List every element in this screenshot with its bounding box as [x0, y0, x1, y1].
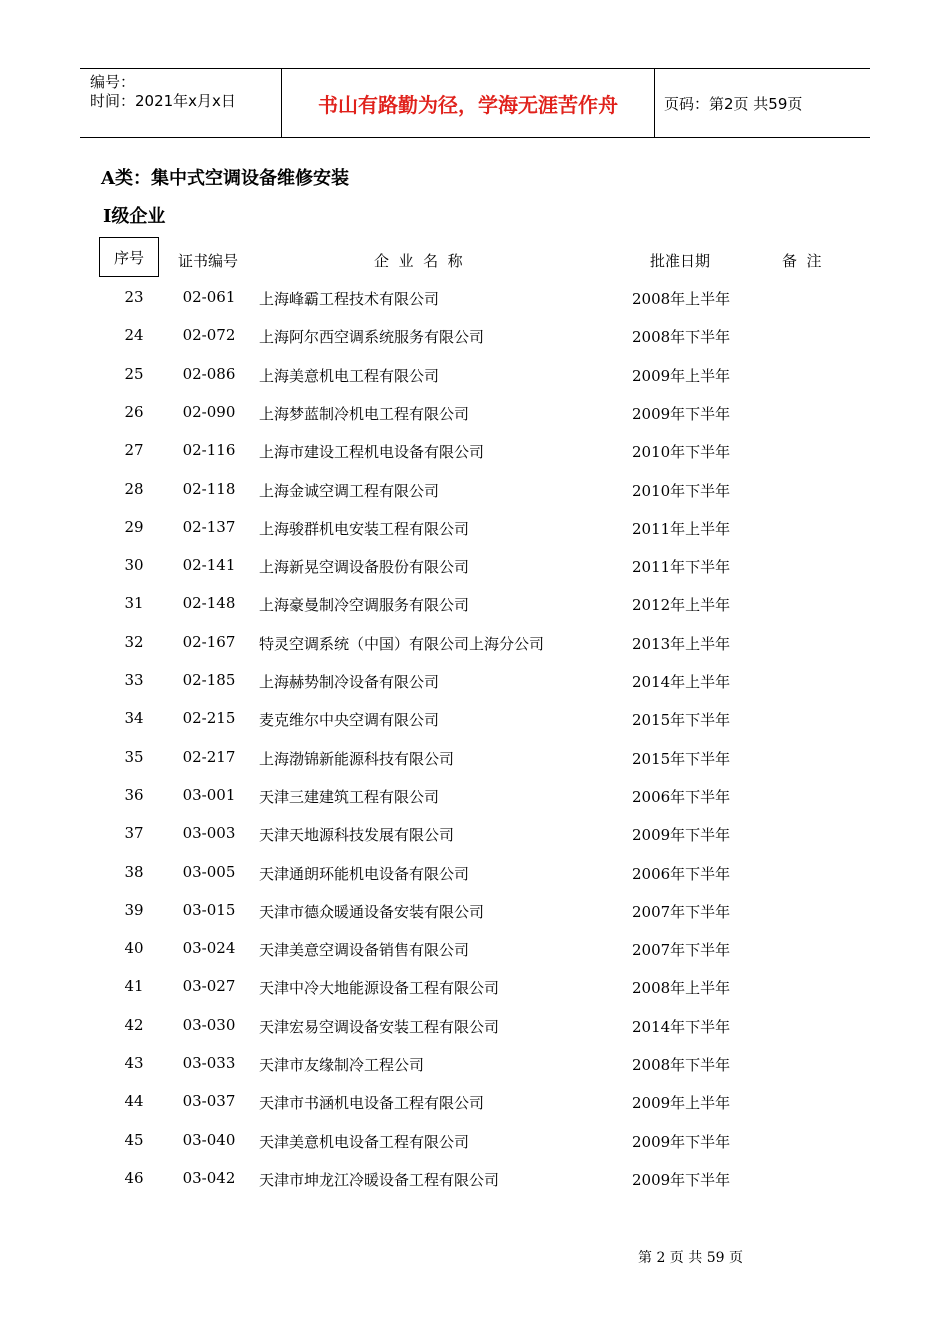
row-cert-code: 03-042	[182, 1168, 236, 1187]
row-cert-code: 03-024	[182, 939, 236, 958]
row-number: 34	[124, 709, 144, 728]
table-row	[0, 705, 950, 735]
row-number: 37	[124, 824, 144, 843]
row-approval-date: 2007年下半年	[632, 941, 731, 960]
row-cert-code: 02-116	[182, 441, 236, 460]
row-cert-code: 02-086	[182, 364, 236, 383]
row-approval-date: 2009年下半年	[632, 1132, 731, 1151]
header-slogan: 书山有路勤为径，学海无涯苦作舟	[281, 69, 655, 137]
row-approval-date: 2014年上半年	[632, 673, 731, 691]
row-number: 31	[124, 594, 144, 613]
row-cert-code: 03-037	[182, 1092, 236, 1111]
table-row	[0, 1012, 950, 1042]
row-number: 28	[124, 479, 144, 498]
row-company-name: 天津市友缘制冷工程公司	[259, 1056, 425, 1074]
row-approval-date: 2010年下半年	[632, 443, 731, 462]
table-row	[0, 284, 950, 314]
row-number: 32	[124, 632, 144, 651]
row-cert-code: 02-185	[182, 671, 236, 689]
row-approval-date: 2011年下半年	[632, 558, 731, 577]
table-row	[0, 322, 950, 352]
row-company-name: 特灵空调系统（中国）有限公司上海分公司	[259, 634, 545, 653]
row-approval-date: 2009年上半年	[632, 366, 731, 385]
row-company-name: 上海骏群机电安装工程有限公司	[259, 519, 470, 538]
row-company-name: 天津市德众暖通设备安装有限公司	[259, 902, 485, 921]
page-footer: 第 2 页 共 59 页	[638, 1250, 743, 1266]
row-company-name: 天津通朗环能机电设备有限公司	[259, 864, 470, 883]
table-row	[0, 744, 950, 774]
table-row	[0, 1088, 950, 1118]
row-number: 23	[124, 288, 144, 306]
row-cert-code: 02-118	[182, 479, 236, 498]
row-approval-date: 2009年下半年	[632, 826, 731, 845]
row-approval-date: 2006年下半年	[632, 864, 731, 883]
row-approval-date: 2010年下半年	[632, 481, 731, 500]
row-cert-code: 03-030	[182, 1015, 236, 1034]
row-approval-date: 2008年下半年	[632, 328, 731, 347]
row-number: 26	[124, 402, 144, 421]
section-title: A类：集中式空调设备维修安装	[101, 168, 349, 189]
row-cert-code: 02-061	[182, 288, 236, 306]
number-label: 编号：	[90, 73, 136, 91]
table-row	[0, 476, 950, 506]
header-meta	[80, 69, 281, 137]
row-approval-date: 2009年下半年	[632, 404, 731, 423]
row-cert-code: 03-015	[182, 900, 236, 919]
row-company-name: 天津中冷大地能源设备工程有限公司	[259, 979, 500, 998]
row-number: 39	[124, 900, 144, 919]
row-cert-code: 03-033	[182, 1054, 236, 1072]
row-number: 29	[124, 517, 144, 536]
page-header	[80, 68, 870, 138]
row-number: 45	[124, 1130, 144, 1149]
row-company-name: 上海渤锦新能源科技有限公司	[259, 749, 455, 768]
row-cert-code: 02-090	[182, 402, 236, 421]
row-company-name: 麦克维尔中央空调有限公司	[259, 711, 440, 730]
row-number: 30	[124, 556, 144, 575]
row-number: 38	[124, 862, 144, 881]
row-company-name: 上海梦蓝制冷机电工程有限公司	[259, 404, 470, 423]
column-header-company: 企 业 名 称	[374, 252, 463, 270]
row-company-name: 天津三建建筑工程有限公司	[259, 787, 440, 806]
row-approval-date: 2015年下半年	[632, 749, 731, 768]
row-company-name: 天津市书涵机电设备工程有限公司	[259, 1094, 485, 1113]
row-approval-date: 2013年上半年	[632, 634, 731, 653]
row-cert-code: 02-215	[182, 709, 236, 728]
table-row	[0, 1165, 950, 1195]
row-approval-date: 2008年下半年	[632, 1056, 731, 1074]
header-page-info: 页码：第2页 共59页	[664, 94, 803, 113]
row-number: 25	[124, 364, 144, 383]
row-cert-code: 03-005	[182, 862, 236, 881]
row-approval-date: 2009年下半年	[632, 1170, 731, 1189]
row-company-name: 天津天地源科技发展有限公司	[259, 826, 455, 845]
row-approval-date: 2009年上半年	[632, 1094, 731, 1113]
row-cert-code: 02-141	[182, 556, 236, 575]
column-header-cert: 证书编号	[178, 252, 239, 270]
table-row	[0, 629, 950, 659]
table-row	[0, 514, 950, 544]
table-row	[0, 361, 950, 391]
row-company-name: 上海市建设工程机电设备有限公司	[259, 443, 485, 462]
row-company-name: 上海赫势制冷设备有限公司	[259, 673, 440, 691]
table-row	[0, 859, 950, 889]
row-company-name: 上海峰霸工程技术有限公司	[259, 290, 440, 308]
row-number: 27	[124, 441, 144, 460]
row-company-name: 天津宏易空调设备安装工程有限公司	[259, 1017, 500, 1036]
table-row	[0, 935, 950, 965]
row-approval-date: 2012年上半年	[632, 596, 731, 615]
row-approval-date: 2006年下半年	[632, 787, 731, 806]
row-company-name: 上海豪曼制冷空调服务有限公司	[259, 596, 470, 615]
column-header-note: 备 注	[782, 252, 822, 270]
table-row	[0, 590, 950, 620]
table-row	[0, 897, 950, 927]
row-approval-date: 2007年下半年	[632, 902, 731, 921]
time-label: 时间：2021年x月x日	[90, 92, 236, 110]
row-approval-date: 2015年下半年	[632, 711, 731, 730]
row-cert-code: 03-001	[182, 785, 236, 804]
table-row	[0, 1050, 950, 1080]
row-number: 40	[124, 939, 144, 958]
row-number: 41	[124, 977, 144, 996]
row-company-name: 天津美意机电设备工程有限公司	[259, 1132, 470, 1151]
row-number: 46	[124, 1168, 144, 1187]
row-number: 44	[124, 1092, 144, 1111]
row-cert-code: 03-003	[182, 824, 236, 843]
row-approval-date: 2011年上半年	[632, 519, 731, 538]
table-row	[0, 552, 950, 582]
table-row	[0, 437, 950, 467]
row-cert-code: 03-027	[182, 977, 236, 996]
table-row	[0, 782, 950, 812]
row-cert-code: 02-148	[182, 594, 236, 613]
row-company-name: 上海金诚空调工程有限公司	[259, 481, 440, 500]
row-approval-date: 2008年上半年	[632, 290, 731, 308]
row-approval-date: 2014年下半年	[632, 1017, 731, 1036]
row-company-name: 上海新晃空调设备股份有限公司	[259, 558, 470, 577]
row-company-name: 上海阿尔西空调系统服务有限公司	[259, 328, 485, 347]
column-header-seq: 序号	[99, 237, 159, 277]
row-company-name: 天津市坤龙江冷暖设备工程有限公司	[259, 1170, 500, 1189]
level-title: Ⅰ级企业	[103, 206, 166, 227]
table-row	[0, 1127, 950, 1157]
row-number: 24	[124, 326, 144, 345]
row-company-name: 上海美意机电工程有限公司	[259, 366, 440, 385]
row-number: 42	[124, 1015, 144, 1034]
table-row	[0, 973, 950, 1003]
table-row	[0, 667, 950, 697]
row-cert-code: 02-217	[182, 747, 236, 766]
row-cert-code: 02-137	[182, 517, 236, 536]
row-cert-code: 03-040	[182, 1130, 236, 1149]
row-cert-code: 02-072	[182, 326, 236, 345]
row-number: 43	[124, 1054, 144, 1072]
column-header-date: 批准日期	[650, 252, 711, 270]
row-company-name: 天津美意空调设备销售有限公司	[259, 941, 470, 960]
table-row	[0, 399, 950, 429]
row-cert-code: 02-167	[182, 632, 236, 651]
row-number: 33	[124, 671, 144, 689]
row-number: 36	[124, 785, 144, 804]
row-number: 35	[124, 747, 144, 766]
row-approval-date: 2008年上半年	[632, 979, 731, 998]
table-row	[0, 820, 950, 850]
